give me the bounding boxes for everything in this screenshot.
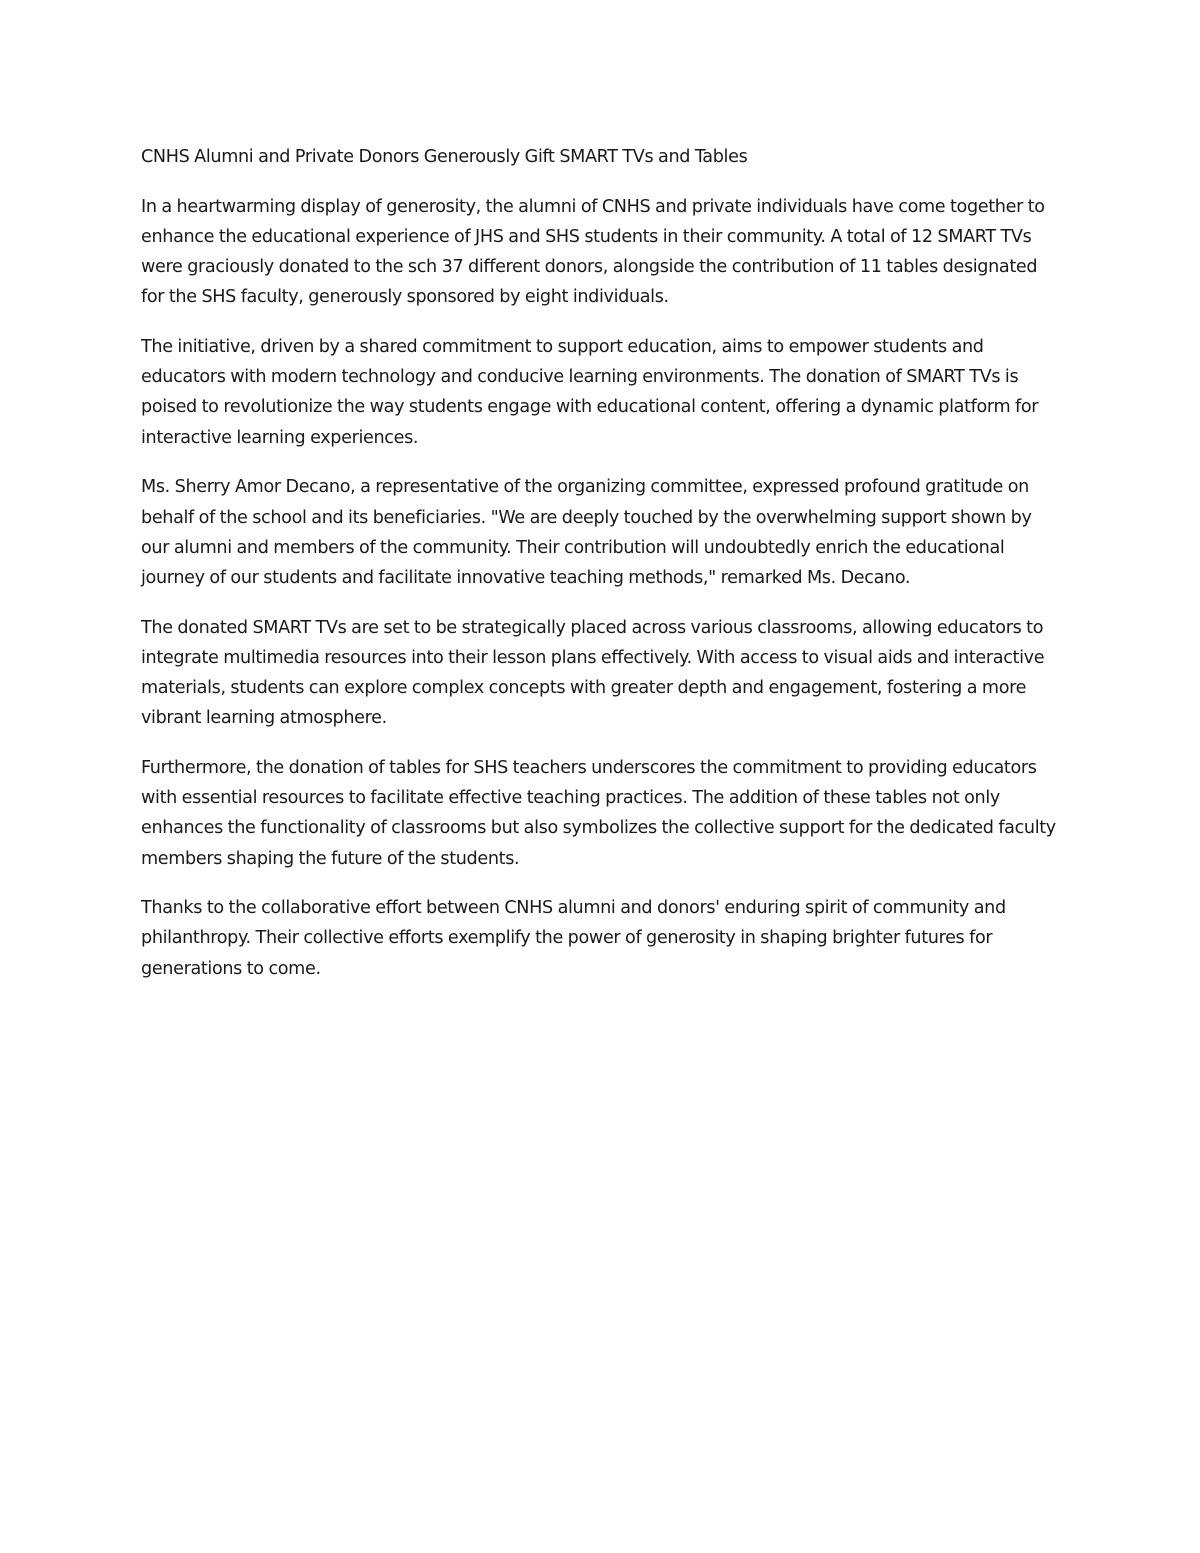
paragraph-2: The initiative, driven by a shared commitment to support education, aims to empower students and educators with modern technology and conducive learning environments. The donation of SMART TVs is poised to revolutionize the way students engage with educational content, offering a dynamic platform for interactive learning experiences. [141, 337, 1039, 448]
paragraph-6: Thanks to the collaborative effort between CNHS alumni and donors' enduring spirit of community and philanthropy. Their collective efforts exemplify the power of generosity in shaping brighter futures for generations to come. [141, 898, 1006, 979]
paragraph-1: In a heartwarming display of generosity, the alumni of CNHS and private individuals have come together to enhance the educational experience of JHS and SHS students in their community. A total of 12 SMART TVs were graciously donated to the sch 37 different donors, alongside the contribution of 11 tables designated for the SHS faculty, generously sponsored by eight individuals. [141, 196, 1045, 308]
document-title: CNHS Alumni and Private Donors Generously Gift SMART TVs and Tables [141, 147, 748, 167]
document-body [141, 142, 1061, 1003]
paragraph-5: Furthermore, the donation of tables for SHS teachers underscores the commitment to providing educators with essential resources to facilitate effective teaching practices. The addition of these tables not only enhances the functionality of classrooms but also symbolizes the collective support for the dedicated faculty members shaping the future of the students. [141, 757, 1056, 869]
paragraph-4: The donated SMART TVs are set to be strategically placed across various classrooms, allowing educators to integrate multimedia resources into their lesson plans effectively. With access to visual aids and interactive materials, students can explore complex concepts with greater depth and engagement, fostering a more vibrant learning atmosphere. [141, 617, 1045, 729]
paragraph-3: Ms. Sherry Amor Decano, a representative of the organizing committee, expressed profound gratitude on behalf of the school and its beneficiaries. "We are deeply touched by the overwhelming support shown by our alumni and members of the community. Their contribution will undoubtedly enrich the educational journey of our students and facilitate innovative teaching methods," remarked Ms. Decano. [141, 477, 1032, 588]
